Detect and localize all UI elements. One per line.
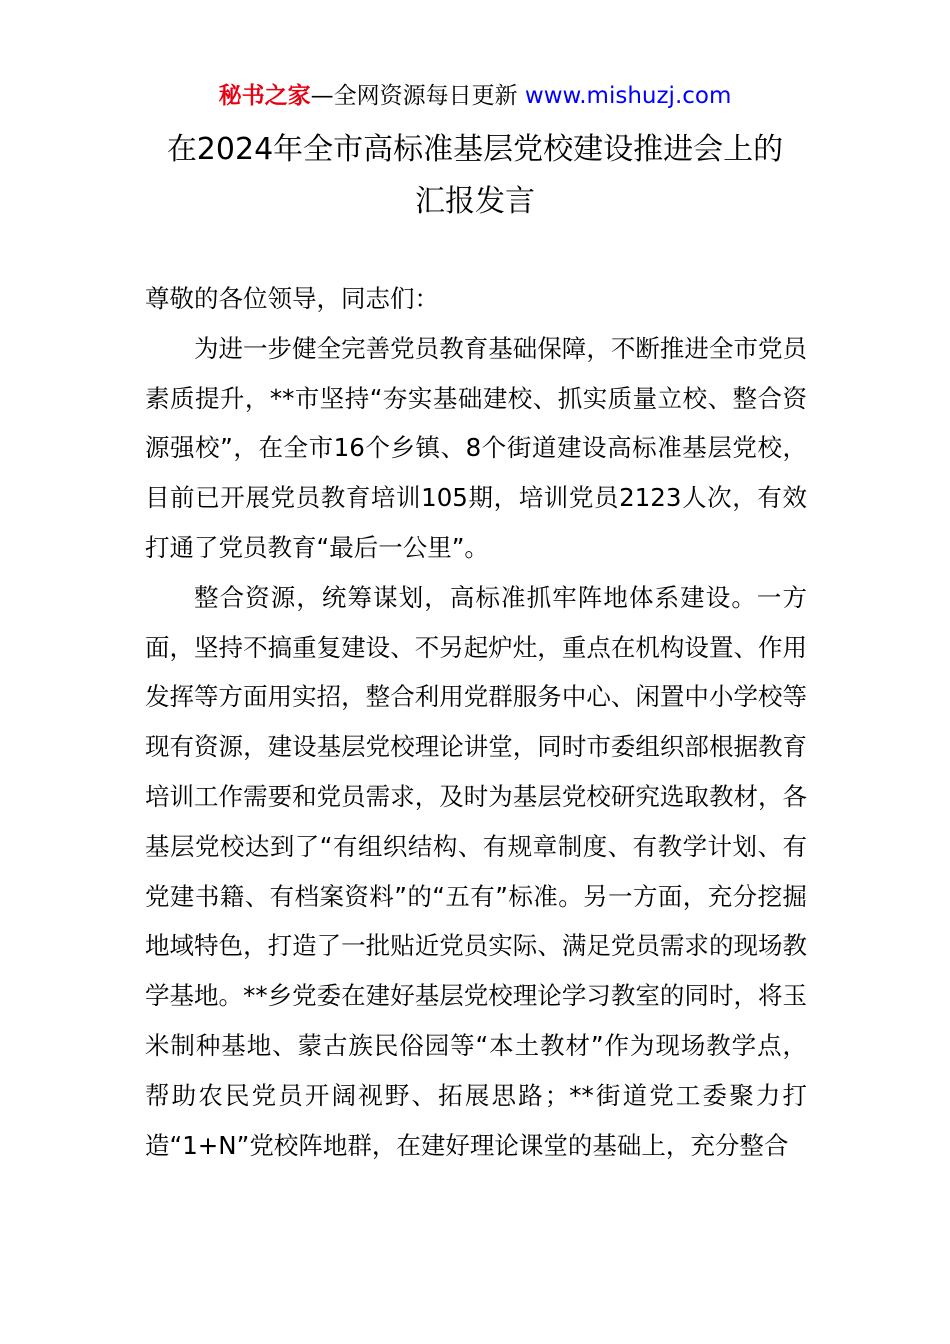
- site-banner: [0, 80, 950, 112]
- salutation: 尊敬的各位领导，同志们：: [145, 284, 439, 313]
- site-url-link[interactable]: www.mishuzj.com: [524, 83, 732, 109]
- banner-tagline: —全网资源每日更新: [310, 83, 525, 109]
- title-line-2: 汇报发言: [415, 184, 535, 219]
- paragraph: 为进一步健全完善党员教育基础保障，不断推进全市党员素质提升，**市坚持“夯实基础建校、抓实质量立校、整合资源强校”，在全市16个乡镇、8个街道建设高标准基层党校，目前已开展党员教育培训105期，培训党员2123人次，有效打通了党员教育“最后一公里”。: [145, 333, 807, 562]
- title-line-1: 在2024年全市高标准基层党校建设推进会上的: [166, 132, 784, 167]
- paragraph: 整合资源，统筹谋划，高标准抓牢阵地体系建设。一方面，坚持不搞重复建设、不另起炉灶，重点在机构设置、作用发挥等方面用实招，整合利用党群服务中心、闲置中小学校等现有资源，建设基层党校理论讲堂，同时市委组织部根据教育培训工作需要和党员需求，及时为基层党校研究选取教材，各基层党校达到了“有组织结构、有规章制度、有教学计划、有党建书籍、有档案资料”的“五有”标准。另一方面，充分挖掘地域特色，打造了一批贴近党员实际、满足党员需求的现场教学基地。**乡党委在建好基层党校理论学习教室的同时，将玉米制种基地、蒙古族民俗园等“本土教材”作为现场教学点，帮助农民党员开阔视野、拓展思路；**街道党工委聚力打造“1+N”党校阵地群，在建好理论课堂的基础上，充分整合: [145, 582, 807, 1160]
- document-body: [145, 274, 807, 1170]
- brand-name: 秘书之家: [218, 83, 311, 109]
- document-title: [0, 124, 950, 228]
